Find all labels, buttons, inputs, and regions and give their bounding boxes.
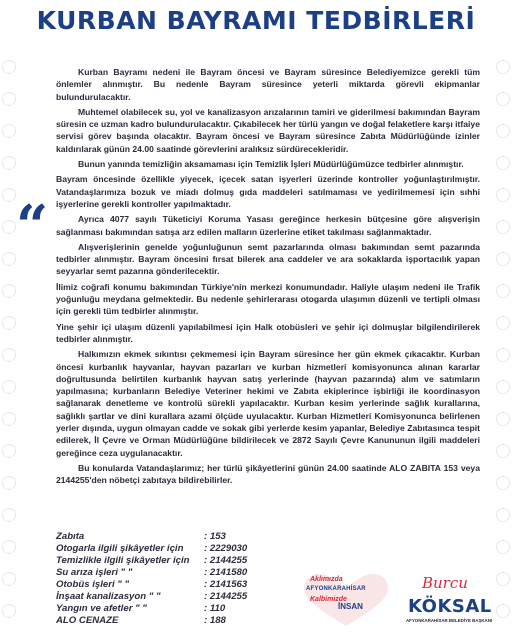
slogan-line: İNSAN xyxy=(338,602,363,611)
ornament-icon xyxy=(496,348,510,362)
ornament-icon xyxy=(2,284,16,298)
contact-number: : 110 xyxy=(204,603,226,614)
contact-row xyxy=(56,555,247,567)
paragraph: Ayrıca 4077 sayılı Tüketiciyi Koruma Yasası gereğince herkesin bütçesine göre alışverişin sağlanması bakımından satışa arz edilen malların üzerlerine etiket takılması sağlanmaktadır. xyxy=(56,214,480,237)
paragraph: Yine şehir içi ulaşım düzenli yapılabilmesi için Halk otobüsleri ve şehir içi dolmuşlar bilgilendirilerek tedbirler alınmıştır. xyxy=(56,321,480,344)
paragraph: Bayram öncesinde özellikle yiyecek, içecek satan işyerleri üzerinde kontroller yoğunlaştırılmıştır. Vatandaşlarımıza bozuk ve miadı dolmuş gıda maddeleri satılmaması ve yedirilmemesi için sıhhi işyerlerine gerekli kontroller yapılmaktadır. xyxy=(56,174,480,209)
ornament-icon xyxy=(496,60,510,74)
announcement-body xyxy=(56,66,480,490)
ornament-icon xyxy=(2,124,16,138)
ornament-icon xyxy=(2,92,16,106)
ornament-icon xyxy=(496,476,510,490)
slogan-line: AFYONKARAHİSAR xyxy=(306,586,366,592)
ornament-icon xyxy=(2,476,16,490)
contact-row xyxy=(56,603,247,615)
contact-label: Yangın ve afetler " " xyxy=(56,603,147,614)
contact-label: Su arıza işleri " " xyxy=(56,567,133,578)
ornament-icon xyxy=(2,572,16,586)
contact-number: : 2144255 xyxy=(204,555,248,566)
paragraph: Bunun yanında temizliğin aksamaması için Temizlik İşleri Müdürlüğümüzce tedbirler alınmıştır. xyxy=(78,159,464,170)
contact-row xyxy=(56,579,247,591)
ornament-icon xyxy=(496,92,510,106)
contact-row xyxy=(56,591,247,603)
contact-label: Zabıta xyxy=(56,531,85,542)
contact-number: : 188 xyxy=(204,615,226,626)
contact-number: : 2141563 xyxy=(204,579,248,590)
ornament-icon xyxy=(2,444,16,458)
quote-mark-icon: “ xyxy=(16,193,49,259)
paragraph: Alışverişlerinin genelde yoğunluğunun semt pazarlarında olması bakımından semt pazarında tedbirler alınmıştır. Bayram öncesini fırsat bilerek ana caddeler ve ara sokaklarda işportacılık yapan seyyarlar semt pazarına gönderilecektir. xyxy=(56,241,480,277)
contact-label: Temizlikle ilgili şikâyetler için xyxy=(56,555,190,566)
contact-row xyxy=(56,615,247,627)
paragraph: Muhtemel olabilecek su, yol ve kanalizasyon arızalarının tamiri ve giderilmesi bakımından Bayram süresin ce uzman kadro bulundurulacaktır. Çıkabilecek her türlü yangın ve doğal felaketlere karşı itfaiye servisi görev başında olacaktır. Bayram öncesi ve Bayram süresince Zabıta Müdürlüğünde izinler kaldırılarak günün 24.00 saatinde görevlerini aralıksız sürdürecekleridir. xyxy=(56,106,480,154)
mayor-signature: Burcu xyxy=(422,574,468,592)
ornament-icon xyxy=(496,380,510,394)
ornament-icon xyxy=(496,284,510,298)
contact-label: Otogarla ilgili şikâyetler için xyxy=(56,543,184,554)
ornament-icon xyxy=(2,252,16,266)
contact-label: İnşaat kanalizasyon " " xyxy=(56,591,161,602)
ornament-icon xyxy=(2,316,16,330)
ornament-icon xyxy=(496,508,510,522)
mayor-logo xyxy=(398,574,504,630)
ornament-icon xyxy=(2,540,16,554)
mayor-title: AFYONKARAHİSAR BELEDİYE BAŞKANI xyxy=(406,618,493,623)
contact-number: : 2229030 xyxy=(204,543,248,554)
contact-row xyxy=(56,567,247,579)
contact-number: : 2141580 xyxy=(204,567,248,578)
right-decoration xyxy=(496,60,510,618)
paragraph: Bu konularda Vatandaşlarımız; her türlü şikâyetlerini günün 24.00 saatinde ALO ZABITA 153 veya 2144255'den nöbetçi zabıtaya bildirebilirler. xyxy=(56,462,480,486)
mayor-name: KÖKSAL xyxy=(408,596,492,617)
left-decoration xyxy=(2,60,16,618)
paragraph: Halkımızın ekmek sıkıntısı çekmemesi için Bayram süresince her gün ekmek çıkacaktır. Kurban öncesi kurbanlık hayvanlar, hayvan pazarları ve kurban hizmetleri komisyonunca alınan kararlar doğrultusunda belirtilen kurbanlık hayvan satış yerlerinde (hayvan pazarında) alım ve satımların yapılmasına; kurbanların Belediye Veteriner hekimi ve Zabıta ekiplerince işbirliği ile koordinasyon sağlanarak denetleme ve kontrolü sürekli yapılacaktır. Kurban kesim yerlerinde sağlık kurallarına, sağlıklı şartlar ve dini kurallara azami ölçüde uyulacaktır. Kurban Hizmetleri Komisyonunca belirlenen yerler dışında, uygun olmayan cadde ve sokak gibi yerlerde kesim yapanlar, Belediye Zabıtasınca tespit edilerek, İl Çevre ve Orman Müdürlüğüne bildirilecek ve 2872 Sayılı Çevre Kanununun ilgili maddeleri gereğince ceza uygulanacaktır. xyxy=(56,349,480,458)
page-title: KURBAN BAYRAMI TEDBİRLERİ xyxy=(36,5,476,35)
ornament-icon xyxy=(496,444,510,458)
header xyxy=(0,0,512,40)
ornament-icon xyxy=(2,508,16,522)
contact-label: ALO CENAZE xyxy=(56,615,119,626)
ornament-icon xyxy=(2,412,16,426)
ornament-icon xyxy=(496,220,510,234)
ornament-icon xyxy=(2,604,16,618)
paragraph: İlimiz coğrafi konumu bakımından Türkiye'nin merkezi konumundadır. Haliyle ulaşım nedeni ile Trafik yoğunluğu meydana gelmektedir. Bu nedenle şehirlerarası otogarda ulaşımın düzenli ve tertipli olması için gerekli tüm tedbirler alınmıştır. xyxy=(56,281,480,317)
ornament-icon xyxy=(2,220,16,234)
slogan-line: Kalbimizde xyxy=(310,596,347,603)
city-slogan-logo xyxy=(300,572,392,630)
contact-number: : 153 xyxy=(204,531,226,542)
ornament-icon xyxy=(496,124,510,138)
ornament-icon xyxy=(2,156,16,170)
contact-list xyxy=(56,531,247,627)
ornament-icon xyxy=(496,156,510,170)
ornament-icon xyxy=(2,380,16,394)
ornament-icon xyxy=(496,252,510,266)
ornament-icon xyxy=(2,348,16,362)
paragraph: Kurban Bayramı nedeni ile Bayram öncesi ve Bayram süresince Belediyemizce gerekli tüm önlemler alınmıştır. Bu nedenle Bayram süresince yeterli miktarda görevli ekipmanlar bulundurulacaktır. xyxy=(56,67,480,102)
contact-label: Otobüs işleri " " xyxy=(56,579,130,590)
ornament-icon xyxy=(496,316,510,330)
contact-row xyxy=(56,531,247,543)
slogan-line: Aklımızda xyxy=(310,576,343,583)
ornament-icon xyxy=(496,540,510,554)
ornament-icon xyxy=(496,188,510,202)
contact-row xyxy=(56,543,247,555)
ornament-icon xyxy=(496,412,510,426)
ornament-icon xyxy=(2,188,16,202)
contact-number: : 2144255 xyxy=(204,591,248,602)
ornament-icon xyxy=(2,60,16,74)
